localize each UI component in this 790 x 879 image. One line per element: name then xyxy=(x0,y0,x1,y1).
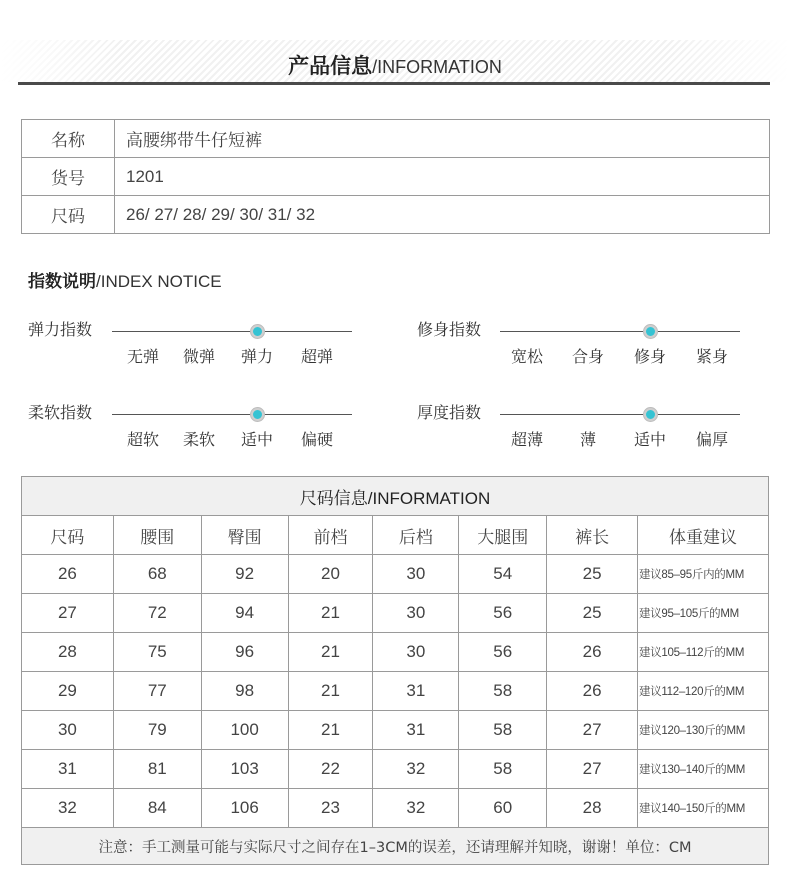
column-header: 臀围 xyxy=(201,516,288,555)
size-table-caption-row xyxy=(22,477,769,516)
table-cell: 31 xyxy=(373,711,459,750)
table-cell: 32 xyxy=(22,789,114,828)
table-cell: 30 xyxy=(373,633,459,672)
table-row xyxy=(22,555,769,594)
scale-label: 柔软指数 xyxy=(28,403,93,422)
table-cell: 建议120–130斤的MM xyxy=(638,711,769,750)
scale-option: 无弹 xyxy=(126,347,160,366)
size-table xyxy=(21,476,769,865)
table-cell: 30 xyxy=(373,555,459,594)
table-cell: 92 xyxy=(201,555,288,594)
table-cell: 96 xyxy=(201,633,288,672)
table-cell: 26 xyxy=(547,672,638,711)
info-value: 高腰绑带牛仔短裤 xyxy=(115,120,770,158)
table-row xyxy=(22,633,769,672)
scale-indicator-dot xyxy=(251,408,264,421)
table-cell: 58 xyxy=(459,711,547,750)
table-cell: 75 xyxy=(113,633,201,672)
table-cell: 58 xyxy=(459,672,547,711)
table-cell: 81 xyxy=(113,750,201,789)
table-cell: 103 xyxy=(201,750,288,789)
size-table-note-row xyxy=(22,828,769,865)
measurement-note: 注意：手工测量可能与实际尺寸之间存在1–3CM的误差，还请理解并知晓，谢谢！单位：CM xyxy=(22,828,769,865)
column-header: 裤长 xyxy=(547,516,638,555)
size-table-header-row xyxy=(22,516,769,555)
scale-option: 超软 xyxy=(126,430,160,449)
table-cell: 21 xyxy=(288,633,373,672)
table-cell: 27 xyxy=(547,711,638,750)
column-header: 后档 xyxy=(373,516,459,555)
table-cell: 建议105–112斤的MM xyxy=(638,633,769,672)
column-header: 腰围 xyxy=(113,516,201,555)
table-cell: 94 xyxy=(201,594,288,633)
table-cell: 21 xyxy=(288,594,373,633)
table-cell: 建议140–150斤的MM xyxy=(638,789,769,828)
info-value: 1201 xyxy=(115,158,770,196)
info-row-name xyxy=(22,120,770,158)
page-title-zh: 产品信息 xyxy=(288,54,373,78)
table-cell: 58 xyxy=(459,750,547,789)
title-underline xyxy=(18,82,770,85)
info-row-sizes xyxy=(22,196,770,234)
table-cell: 60 xyxy=(459,789,547,828)
info-row-sku xyxy=(22,158,770,196)
scale-indicator-dot xyxy=(644,408,657,421)
table-cell: 56 xyxy=(459,633,547,672)
table-cell: 20 xyxy=(288,555,373,594)
info-key: 尺码 xyxy=(22,196,115,234)
scale-option: 宽松 xyxy=(510,347,544,366)
product-info-table xyxy=(21,119,770,234)
table-cell: 建议112–120斤的MM xyxy=(638,672,769,711)
column-header: 大腿围 xyxy=(459,516,547,555)
index-notice-title xyxy=(28,267,222,292)
table-row xyxy=(22,711,769,750)
table-cell: 30 xyxy=(22,711,114,750)
scale-indicator-dot xyxy=(251,325,264,338)
size-chart xyxy=(21,476,769,865)
table-cell: 72 xyxy=(113,594,201,633)
table-cell: 25 xyxy=(547,555,638,594)
table-cell: 106 xyxy=(201,789,288,828)
table-cell: 23 xyxy=(288,789,373,828)
scale-option: 微弹 xyxy=(182,347,216,366)
scale-line xyxy=(500,331,740,332)
scale-label: 厚度指数 xyxy=(417,403,482,422)
table-cell: 31 xyxy=(373,672,459,711)
page-title xyxy=(0,50,790,80)
scale-line xyxy=(500,414,740,415)
column-header: 体重建议 xyxy=(638,516,769,555)
size-table-title xyxy=(22,477,769,516)
table-cell: 98 xyxy=(201,672,288,711)
table-cell: 29 xyxy=(22,672,114,711)
table-cell: 32 xyxy=(373,789,459,828)
table-cell: 26 xyxy=(22,555,114,594)
table-cell: 建议85–95斤内的MM xyxy=(638,555,769,594)
scale-label: 弹力指数 xyxy=(28,320,93,339)
scale-line xyxy=(112,414,352,415)
scale-line xyxy=(112,331,352,332)
table-cell: 25 xyxy=(547,594,638,633)
scale-option: 适中 xyxy=(240,430,274,449)
table-row xyxy=(22,750,769,789)
scale-option: 薄 xyxy=(579,430,597,449)
column-header: 尺码 xyxy=(22,516,114,555)
scale-option: 修身 xyxy=(633,347,667,366)
scale-option: 偏厚 xyxy=(695,430,729,449)
table-row xyxy=(22,789,769,828)
table-row xyxy=(22,594,769,633)
table-cell: 68 xyxy=(113,555,201,594)
table-cell: 77 xyxy=(113,672,201,711)
size-table-title-en: /INFORMATION xyxy=(367,488,491,508)
info-value: 26/ 27/ 28/ 29/ 30/ 31/ 32 xyxy=(115,196,770,234)
size-table-body xyxy=(22,555,769,828)
scale-label: 修身指数 xyxy=(417,320,482,339)
table-cell: 28 xyxy=(547,789,638,828)
table-cell: 32 xyxy=(373,750,459,789)
table-cell: 21 xyxy=(288,672,373,711)
index-notice-title-en: /INDEX NOTICE xyxy=(96,272,222,291)
table-cell: 31 xyxy=(22,750,114,789)
column-header: 前档 xyxy=(288,516,373,555)
scale-option: 弹力 xyxy=(240,347,274,366)
table-cell: 22 xyxy=(288,750,373,789)
scale-option: 柔软 xyxy=(182,430,216,449)
scale-option: 适中 xyxy=(633,430,667,449)
scale-option: 超弹 xyxy=(300,347,334,366)
table-cell: 84 xyxy=(113,789,201,828)
info-key: 名称 xyxy=(22,120,115,158)
table-cell: 54 xyxy=(459,555,547,594)
table-cell: 21 xyxy=(288,711,373,750)
table-row xyxy=(22,672,769,711)
size-table-title-zh: 尺码信息 xyxy=(299,488,368,509)
table-cell: 30 xyxy=(373,594,459,633)
table-cell: 建议95–105斤的MM xyxy=(638,594,769,633)
table-cell: 56 xyxy=(459,594,547,633)
info-key: 货号 xyxy=(22,158,115,196)
table-cell: 26 xyxy=(547,633,638,672)
table-cell: 建议130–140斤的MM xyxy=(638,750,769,789)
table-cell: 27 xyxy=(547,750,638,789)
page-title-en: /INFORMATION xyxy=(372,57,502,77)
index-notice-title-zh: 指数说明 xyxy=(28,272,96,292)
scale-indicator-dot xyxy=(644,325,657,338)
scale-option: 偏硬 xyxy=(300,430,334,449)
table-cell: 28 xyxy=(22,633,114,672)
scale-option: 超薄 xyxy=(510,430,544,449)
scale-option: 合身 xyxy=(571,347,605,366)
table-cell: 100 xyxy=(201,711,288,750)
table-cell: 27 xyxy=(22,594,114,633)
table-cell: 79 xyxy=(113,711,201,750)
scale-option: 紧身 xyxy=(695,347,729,366)
